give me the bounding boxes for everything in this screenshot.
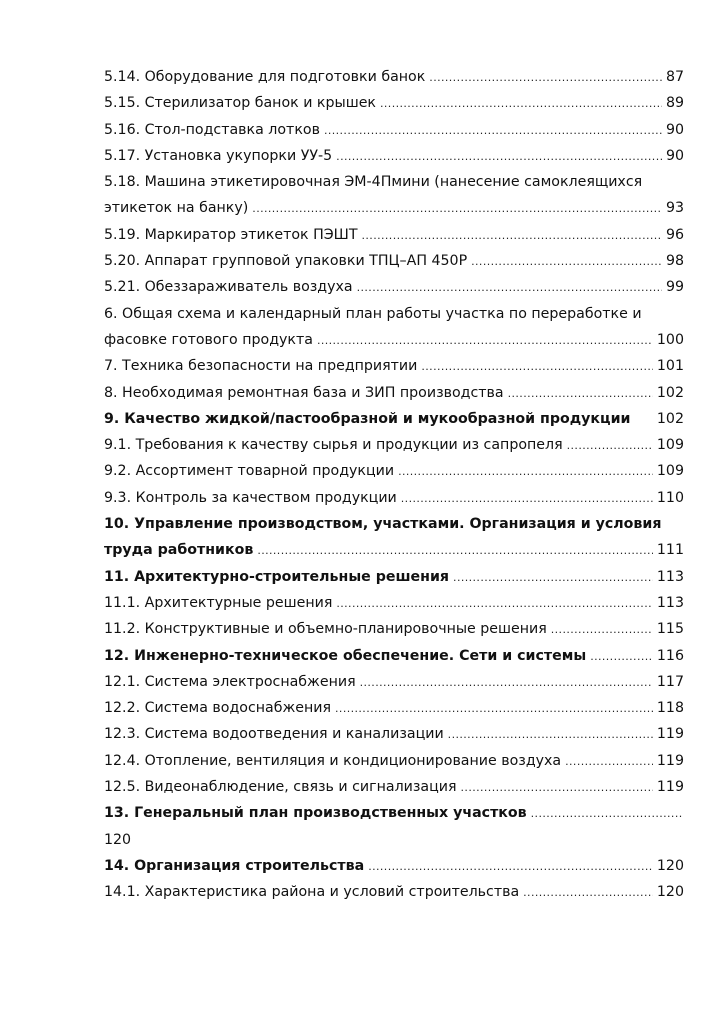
toc-entry — [104, 458, 686, 484]
toc-page-number: 100 — [656, 331, 684, 348]
toc-leader-dots — [362, 223, 662, 249]
toc-entry-title: 5.17. Установка укупорки УУ-5 — [104, 147, 333, 164]
toc-entry-title: 11. Архитектурно-строительные решения — [104, 568, 450, 585]
toc-leader-dots — [336, 144, 662, 170]
toc-entry-title: 5.21. Обеззараживатель воздуха — [104, 279, 353, 296]
toc-leader-dots — [317, 328, 653, 354]
toc-leader-dots — [551, 617, 653, 643]
toc-page-number: 119 — [656, 752, 684, 769]
toc-entry-title: 5.19. Маркиратор этикеток ПЭШТ — [104, 226, 358, 243]
toc-page-number: 120 — [104, 831, 132, 848]
toc-leader-dots — [421, 354, 653, 380]
toc-page-number: 101 — [656, 358, 684, 375]
toc-entry-title: 9.1. Требования к качеству сырья и продукции из сапропеля — [104, 437, 563, 454]
toc-entry — [104, 616, 686, 642]
toc-entry-title: 14. Организация строительства — [104, 857, 365, 874]
toc-entry — [104, 721, 686, 747]
toc-entry — [104, 853, 686, 879]
toc-page-number: 120 — [656, 857, 684, 874]
toc-entry-title: 8. Необходимая ремонтная база и ЗИП производства — [104, 384, 504, 401]
toc-page-number: 116 — [656, 647, 684, 664]
toc-leader-dots — [531, 801, 682, 827]
toc-leader-dots — [567, 433, 653, 459]
toc-entry — [104, 564, 686, 590]
toc-entry-title: 9.2. Ассортимент товарной продукции — [104, 463, 395, 480]
toc-page-number: 109 — [656, 463, 684, 480]
toc-entry — [104, 590, 686, 616]
toc-page-number: 119 — [656, 726, 684, 743]
toc-leader-dots — [590, 644, 653, 670]
toc-page-number: 117 — [656, 673, 684, 690]
toc-entry — [104, 64, 686, 90]
toc-page-number: 90 — [665, 121, 684, 138]
toc-leader-dots — [335, 696, 653, 722]
toc-leader-dots — [453, 565, 653, 591]
toc-page-number: 110 — [656, 489, 684, 506]
toc-page-number: 119 — [656, 779, 684, 796]
toc-entry — [104, 748, 686, 774]
toc-entry-title: 13. Генеральный план производственных участков — [104, 805, 527, 822]
toc-page-number: 99 — [665, 279, 684, 296]
toc-page-number: 118 — [656, 700, 684, 717]
toc-entry-title: 12.1. Система электроснабжения — [104, 673, 356, 690]
toc-entry — [104, 90, 686, 116]
toc-leader-dots — [336, 591, 653, 617]
toc-page-number: 111 — [656, 542, 684, 559]
toc-page-number: 90 — [665, 147, 684, 164]
toc-entry — [104, 143, 686, 169]
toc-entry-title: труда работников — [104, 542, 254, 559]
toc-entry — [104, 274, 686, 300]
toc-entry-title: 5.14. Оборудование для подготовки банок — [104, 69, 426, 85]
toc-leader-dots — [565, 749, 653, 775]
table-of-contents — [104, 64, 686, 906]
toc-entry-line: 6. Общая схема и календарный план работы участка по переработке и — [104, 305, 642, 322]
toc-leader-dots — [508, 381, 653, 407]
toc-entry-line: 10. Управление производством, участками. Организация и условия — [104, 516, 662, 533]
toc-entry-title: 5.15. Стерилизатор банок и крышек — [104, 95, 376, 112]
toc-entry — [104, 195, 686, 221]
toc-entry-title: фасовке готового продукта — [104, 331, 313, 348]
toc-leader-dots — [398, 459, 653, 485]
toc-leader-dots — [471, 249, 662, 275]
toc-entry — [104, 406, 686, 432]
toc-entry-title: 11.2. Конструктивные и объемно-планировочные решения — [104, 621, 547, 638]
toc-page-number: 113 — [656, 594, 684, 611]
toc-entry-title: 7. Техника безопасности на предприятии — [104, 358, 418, 375]
toc-entry-title: 11.1. Архитектурные решения — [104, 594, 333, 611]
toc-entry-title: 5.20. Аппарат групповой упаковки ТПЦ–АП 450Р — [104, 253, 468, 270]
toc-entry-title: 12.4. Отопление, вентиляция и кондиционирование воздуха — [104, 752, 562, 769]
toc-leader-dots — [380, 91, 662, 117]
toc-leader-dots — [360, 670, 653, 696]
toc-page-number: 120 — [656, 884, 684, 901]
toc-entry — [104, 695, 686, 721]
toc-leader-dots — [523, 880, 653, 906]
toc-entry — [104, 643, 686, 669]
toc-entry-title: 12. Инженерно-техническое обеспечение. Сети и системы — [104, 647, 587, 664]
toc-page-number: 96 — [665, 226, 684, 243]
toc-entry-title: 12.2. Система водоснабжения — [104, 700, 332, 717]
toc-entry — [104, 432, 686, 458]
toc-page-number: 113 — [656, 568, 684, 585]
toc-entry — [104, 800, 686, 826]
toc-entry-title: 9.3. Контроль за качеством продукции — [104, 489, 397, 506]
toc-leader-dots — [257, 538, 653, 564]
toc-entry — [104, 669, 686, 695]
toc-page-number: 109 — [656, 437, 684, 454]
toc-entry-title: 5.16. Стол-подставка лотков — [104, 121, 320, 138]
toc-leader-dots — [429, 65, 662, 91]
toc-leader-dots — [368, 854, 653, 880]
toc-leader-dots — [252, 196, 662, 222]
toc-page-number: 98 — [665, 253, 684, 270]
toc-page-number: 102 — [656, 410, 684, 427]
toc-entry — [104, 485, 686, 511]
toc-entry-title: этикеток на банку) — [104, 200, 249, 217]
toc-entry-line: 5.18. Машина этикетировочная ЭМ-4Пмини (нанесение самоклеящихся — [104, 174, 643, 191]
toc-entry-title: 14.1. Характеристика района и условий строительства — [104, 884, 520, 901]
toc-entry — [104, 537, 686, 563]
toc-entry — [104, 353, 686, 379]
toc-leader-dots — [461, 775, 653, 801]
toc-leader-dots — [401, 486, 653, 512]
toc-leader-dots — [448, 722, 653, 748]
toc-page-number: 102 — [656, 384, 684, 401]
toc-page-number: 87 — [665, 69, 684, 85]
toc-entry-title: 12.3. Система водоотведения и канализации — [104, 726, 444, 743]
toc-leader-dots — [324, 118, 662, 144]
toc-page-number: 115 — [656, 621, 684, 638]
toc-entry — [104, 327, 686, 353]
toc-entry — [104, 380, 686, 406]
toc-entry-title: 12.5. Видеонаблюдение, связь и сигнализация — [104, 779, 457, 796]
toc-leader-dots — [357, 275, 662, 301]
toc-entry — [104, 774, 686, 800]
toc-page-number: 93 — [665, 200, 684, 217]
toc-entry — [104, 222, 686, 248]
toc-page-number: 89 — [665, 95, 684, 112]
toc-entry — [104, 879, 686, 905]
toc-entry-title: 9. Качество жидкой/пастообразной и мукообразной продукции — [104, 410, 631, 427]
toc-entry — [104, 248, 686, 274]
toc-entry — [104, 117, 686, 143]
